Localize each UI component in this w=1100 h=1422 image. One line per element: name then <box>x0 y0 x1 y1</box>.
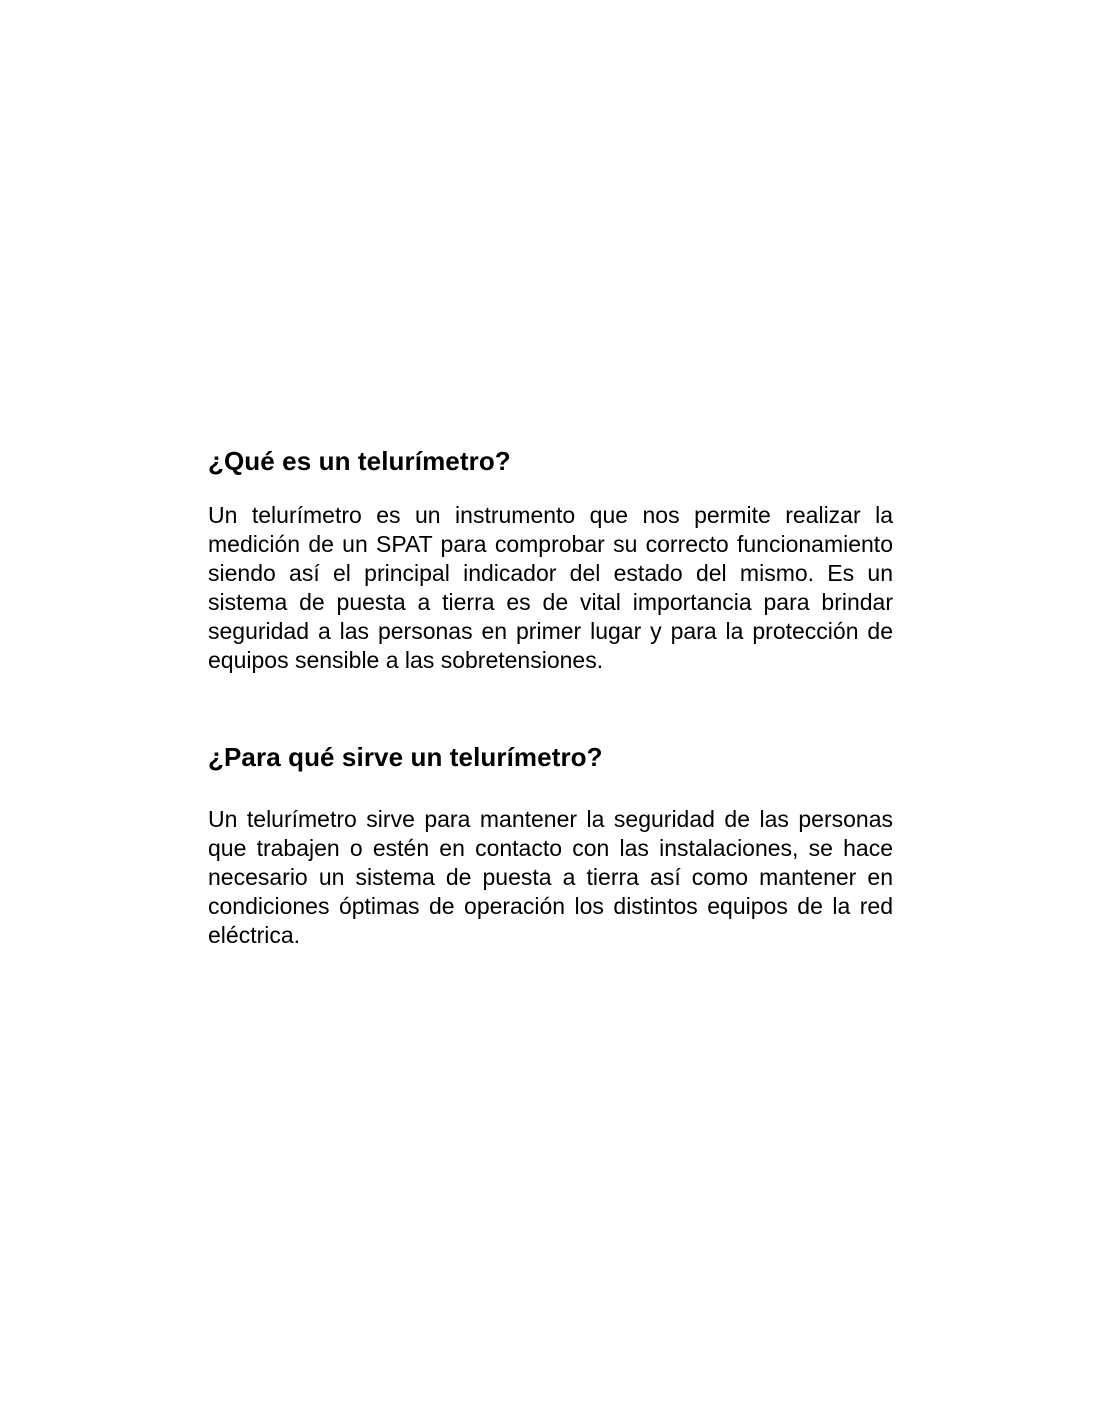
section-paragraph: Un telurímetro sirve para mantener la seguridad de las personas que trabajen o estén en contacto con las instalaciones, se hace necesario un sistema de puesta a tierra así como mantener en condiciones óptimas de operación los distintos equipos de la red eléctrica. <box>208 806 893 948</box>
section-que-es <box>208 443 893 675</box>
section-heading: ¿Para qué sirve un telurímetro? <box>208 742 603 772</box>
document-content <box>208 443 893 950</box>
section-para-que-sirve <box>208 739 893 950</box>
section-heading: ¿Qué es un telurímetro? <box>208 446 511 476</box>
section-paragraph: Un telurímetro es un instrumento que nos permite realizar la medición de un SPAT para comprobar su correcto funcionamiento siendo así el principal indicador del estado del mismo. Es un sistema de puesta a tierra es de vital importancia para brindar seguridad a las personas en primer lugar y para la protección de equipos sensible a las sobretensiones. <box>208 502 893 673</box>
